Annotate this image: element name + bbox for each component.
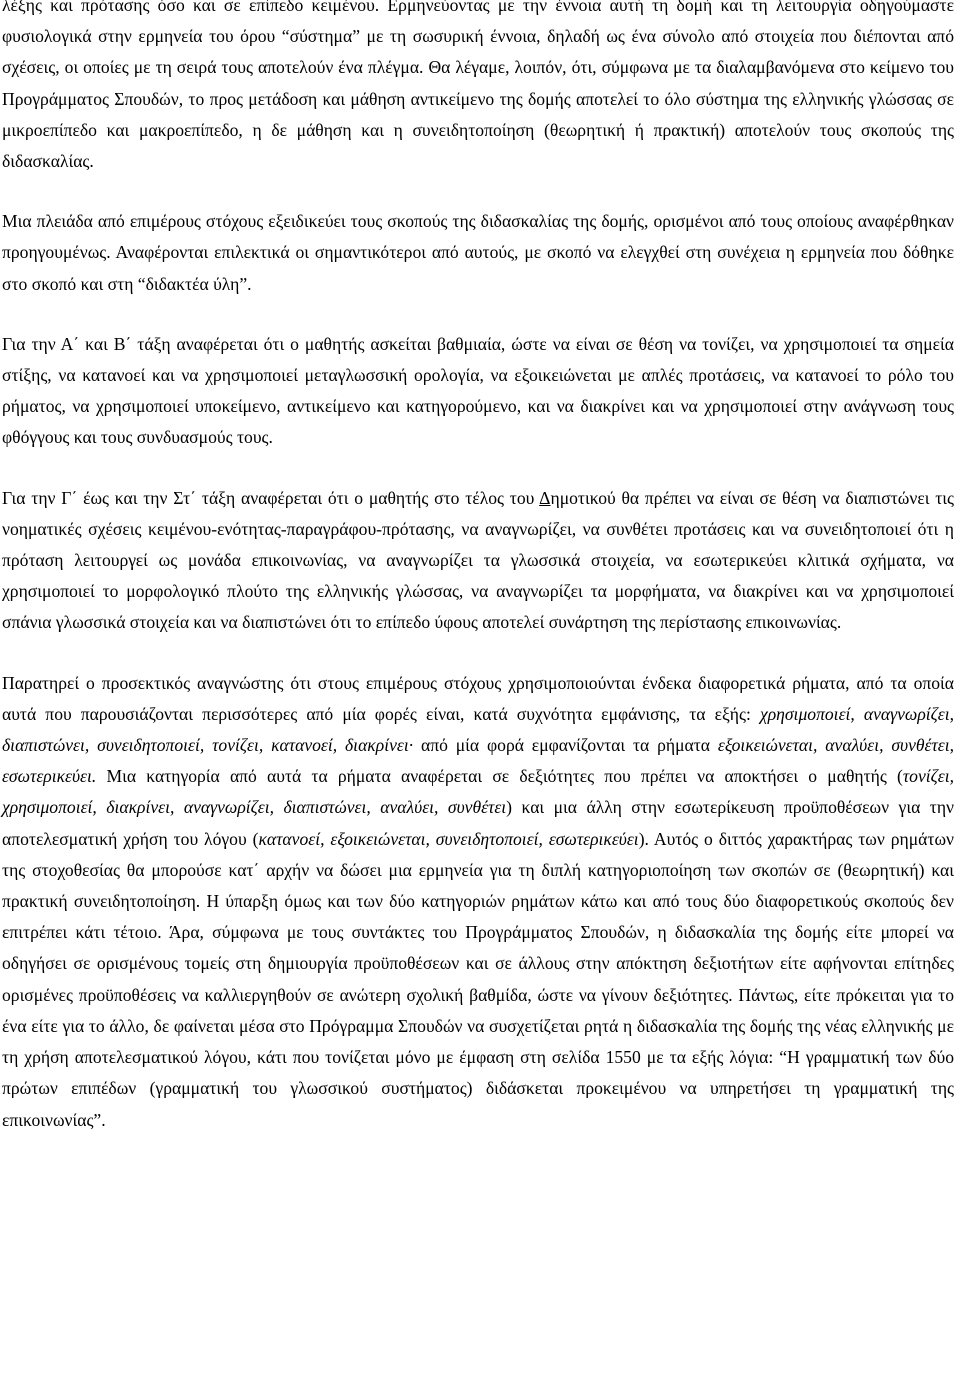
paragraph-3-text: Για την Α΄ και Β΄ τάξη αναφέρεται ότι ο μαθητής ασκείται βαθμιαία, ώστε να είναι σε θέση να τονίζει, να χρησιμοποιεί τα σημεία στίξης, να κατανοεί και να χρησιμοποιεί μεταγλωσσική ορολογία, να εξοικειώνεται με απλές προτάσεις, να κατανοεί το ρόλο του ρήματος, να χρησιμοποιεί υποκείμενο, αντικείμενο και κατηγορούμενο, και να διακρίνει και να χρησιμοποιεί στην ανάγνωση τους φθόγγους και τους συνδυασμούς τους. xyxy=(2,333,954,448)
paragraph-grades-a-b xyxy=(2,329,954,454)
paragraph-grades-c-f xyxy=(2,483,954,639)
paragraph-verbs-analysis xyxy=(2,668,954,1136)
paragraph-1-text: λέξης και πρότασης όσο και σε επίπεδο κειμένου. Ερμηνεύοντας με την έννοια αυτή τη δομή και τη λειτουργία οδηγούμαστε φυσιολογικά στην ερμηνεία του όρου “σύστημα” με τη σωσυρική έννοια, δηλαδή ως ένα σύνολο από στοιχεία που διέπονται από σχέσεις, οι οποίες με τη σειρά τους αποτελούν ένα πλέγμα. Θα λέγαμε, λοιπόν, ότι, σύμφωνα με τα διαλαμβανόμενα στο κείμενο του Προγράμματος Σπουδών, το προς μετάδοση και μάθηση αντικείμενο της δομής αποτελεί το όλο σύστημα της ελληνικής γλώσσας σε μικροεπίπεδο και μακροεπίπεδο, η δε μάθηση και η συνειδητοποίηση (θεωρητική ή πρακτική) αποτελούν τους σκοπούς της διδασκαλίας. xyxy=(2,0,954,172)
paragraph-4-text-part-1: Για την Γ΄ έως και την Στ΄ τάξη αναφέρεται ότι ο μαθητής στο τέλος του xyxy=(2,487,540,508)
paragraph-2-text: Μια πλειάδα από επιμέρους στόχους εξειδικεύει τους σκοπούς της διδασκαλίας της δομής, ορισμένοι από τους οποίους αναφέρθηκαν προηγουμένως. Αναφέρονται επιλεκτικά οι σημαντικότεροι από αυτούς, με σκοπό να ελεγχθεί στη συνέχεια η ερμηνεία που δόθηκε στο σκοπό και στη “διδακτέα ύλη”. xyxy=(2,211,954,294)
paragraph-structure-system xyxy=(2,0,954,177)
paragraph-5-text-part-3: Μια κατηγορία από αυτά τα ρήματα αναφέρεται σε δεξιότητες που πρέπει να αποκτήσει ο μαθητής ( xyxy=(96,766,903,787)
paragraph-4-underlined-letter: Δ xyxy=(539,487,551,508)
paragraph-5-text-part-5: ). Αυτός ο διττός χαρακτήρας των ρημάτων της στοχοθεσίας θα μπορούσε κατ΄ αρχήν να δώσει μια ερμηνεία για τη διπλή κατηγοριοποίηση των σκοπών σε (θεωρητική) και πρακτική συνειδητοποίηση. Η ύπαρξη όμως και των δύο κατηγοριών ρημάτων κάτω και από τους δύο διαφορετικούς σκοπούς δεν επιτρέπει κάτι τέτοιο. Άρα, σύμφωνα με τους συντάκτες του Προγράμματος Σπουδών, η διδασκαλία της δομής είτε μπορεί να οδηγήσει σε ορισμένους τομείς στη δημιουργία προϋποθέσεων και σε άλλους στην απόκτηση δεξιοτήτων είτε αφήνονται επίτηδες ορισμένες προϋποθέσεις να καλλιεργηθούν σε ανώτερη σχολική βαθμίδα, ώστε να γίνουν δεξιότητες. Πάντως, είτε πρόκειται για το ένα είτε για το άλλο, δε φαίνεται μέσα στο Πρόγραμμα Σπουδών να συσχετίζεται ρητά η διδασκαλία της δομής της νέας ελληνικής με τη χρήση αποτελεσματικού λόγου, κάτι που τονίζεται μόνο με έμφαση στη σελίδα 1550 με τα εξής λόγια: “Η γραμματική των δύο πρώτων επιπέδων (γραμματική του γλωσσικού συστήματος) διδάσκεται προκειμένου να υπηρετήσει τη γραμματική της επικοινωνίας”. xyxy=(2,828,954,1130)
paragraph-5-text-part-1: Παρατηρεί ο προσεκτικός αναγνώστης ότι στους επιμέρους στόχους χρησιμοποιούνται ένδεκα διαφορετικά ρήματα, από τα οποία αυτά που παρουσιάζονται περισσότερες από μία φορές είναι, κατά συχνότητα εμφάνισης, τα εξής: xyxy=(2,672,954,724)
paragraph-5-italic-single-verbs: εξοικειώνεται, αναλύει, συνθέτει, εσωτερικεύει. xyxy=(2,735,954,787)
paragraph-5-text-part-2: από μία φορά εμφανίζονται τα ρήματα xyxy=(413,735,718,756)
paragraph-5-italic-prerequisite-verbs: κατανοεί, εξοικειώνεται, συνειδητοποιεί, εσωτερικεύει xyxy=(258,828,639,849)
paragraph-5-text-part-4: ) και μια άλλη στην εσωτερίκευση προϋποθέσεων για την αποτελεσματική χρήση του λόγου ( xyxy=(2,797,954,849)
paragraph-4-text-part-2: ημοτικού θα πρέπει να είναι σε θέση να διαπιστώνει τις νοηματικές σχέσεις κειμένου-ενότητας-παραγράφου-πρότασης, να αναγνωρίζει, να συνθέτει προτάσεις και να συνειδητοποιεί ότι η πρόταση λειτουργεί ως μονάδα επικοινωνίας, να αναγνωρίζει τα γλωσσικά στοιχεία, να εσωτερικεύει κλιτικά σχήματα, να χρησιμοποιεί το μορφολογικό πλούτο της ελληνικής γλώσσας, να αναγνωρίζει τα μορφήματα, να διακρίνει και να χρησιμοποιεί σπάνια γλωσσικά στοιχεία και να διαπιστώνει ότι το επίπεδο ύφους αποτελεί συνάρτηση της περίστασης επικοινωνίας. xyxy=(2,487,954,633)
paragraph-objectives-intro xyxy=(2,206,954,300)
paragraph-5-italic-skill-verbs: τονίζει, χρησιμοποιεί, διακρίνει, αναγνωρίζει, διαπιστώνει, αναλύει, συνθέτει xyxy=(2,766,954,818)
paragraph-5-italic-frequent-verbs: χρησιμοποιεί, αναγνωρίζει, διαπιστώνει, συνειδητοποιεί, τονίζει, κατανοεί, διακρίνει· xyxy=(2,703,954,756)
